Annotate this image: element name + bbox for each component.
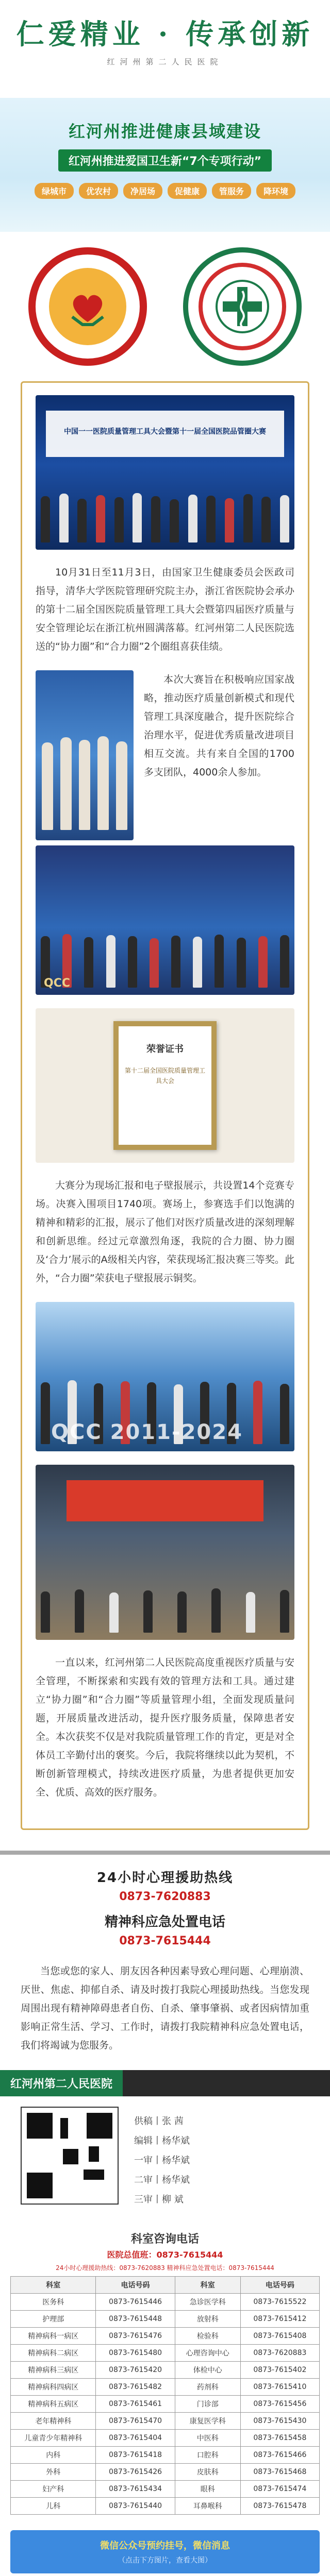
hospital-badge-logo bbox=[183, 247, 302, 366]
certificate-subtitle: 第十二届全国医院质量管理工具大会 bbox=[125, 1067, 206, 1084]
phone-cell[interactable]: 0873-7615408 bbox=[240, 2328, 319, 2345]
phone-cell[interactable]: 0873-7615474 bbox=[240, 2481, 319, 2498]
credit-item: 编辑丨杨华斌 bbox=[134, 2136, 190, 2146]
table-header-row bbox=[11, 2277, 320, 2294]
table-header: 科室 bbox=[175, 2277, 240, 2294]
certificate-photo bbox=[36, 1008, 294, 1163]
phone-cell[interactable]: 0873-7615522 bbox=[240, 2294, 319, 2311]
department-phone-table bbox=[10, 2230, 320, 2515]
phone-cell[interactable]: 0873-7615410 bbox=[240, 2379, 319, 2396]
article-paragraph: 本次大赛旨在积极响应国家战略，推动医疗质量创新模式和现代管理工具深度融合，提升医院综合治理水平，促进优秀质量改进项目相互交流。共有来自全国的1700多支团队，4000余人参加。 bbox=[144, 674, 294, 778]
department-cell: 精神病科四病区 bbox=[11, 2379, 96, 2396]
table-note: 24小时心理援助热线：0873-7620883 精神科应急处置电话：0873-7615444 bbox=[56, 2264, 274, 2272]
stage-screen bbox=[46, 411, 284, 457]
hospital-emblem-logo bbox=[28, 247, 147, 366]
credit-item: 三审丨柳 斌 bbox=[134, 2194, 184, 2205]
phone-cell[interactable]: 0873-7615470 bbox=[96, 2413, 175, 2430]
medical-cross-icon bbox=[211, 276, 273, 337]
table-row bbox=[11, 2464, 320, 2481]
table-row bbox=[11, 2430, 320, 2447]
certificate-title: 荣誉证书 bbox=[146, 1044, 184, 1055]
banner-tag: 降环境 bbox=[256, 183, 295, 199]
meeting-people bbox=[41, 1576, 289, 1633]
table-header: 电话号码 bbox=[240, 2277, 319, 2294]
department-cell: 外科 bbox=[11, 2464, 96, 2481]
phone-cell[interactable]: 0873-7615476 bbox=[96, 2328, 175, 2345]
department-cell: 药剂科 bbox=[175, 2379, 240, 2396]
calligraphy-slogan: 仁爱精业 · 传承创新 bbox=[16, 18, 314, 50]
article-paragraph: 一直以来，红河州第二人民医院高度重视医疗质量与安全管理，不断探索和实践有效的管理方法和工具。通过建立“协力圈”和“合力圈”等质量管理小组，全面发现质量问题，开展质量改进活动，提升医疗服务质量，保障患者安全。本次获奖不仅是对我院质量管理工作的肯定，更是对全体员工辛勤付出的褒奖。今后，我院将继续以此为契机，不断创新管理模式，持续改进医疗质量，为患者提供更加安全、优质、高效的医疗服务。 bbox=[36, 1657, 294, 1798]
phone-cell[interactable]: 0873-7615456 bbox=[240, 2396, 319, 2413]
department-cell: 中医科 bbox=[175, 2430, 240, 2447]
department-cell: 眼科 bbox=[175, 2481, 240, 2498]
credits-section bbox=[21, 2107, 309, 2210]
phone-cell[interactable]: 0873-7615466 bbox=[240, 2447, 319, 2464]
department-cell: 护理部 bbox=[11, 2311, 96, 2328]
table-header: 电话号码 bbox=[96, 2277, 175, 2294]
credit-list bbox=[134, 2107, 190, 2210]
table-header: 科室 bbox=[11, 2277, 96, 2294]
phone-cell[interactable]: 0873-7615446 bbox=[96, 2294, 175, 2311]
article-paragraph: 大赛分为现场汇报和电子壁报展示，共设置14个竞赛专场。决赛入围项目1740项。赛场上，参赛选手们以饱满的精神和精彩的汇报，展示了他们对医疗质量改进的深刻理解和创新思维。经过元章激烈角逐，我院的合力圈、协力圈及‘合力’展示的A级相关内容，荣获现场汇报决赛三等奖。此外，“合力圈”荣获电子壁报展示铜奖。 bbox=[36, 1180, 294, 1284]
phone-cell[interactable]: 0873-7615478 bbox=[240, 2498, 319, 2515]
department-cell: 口腔科 bbox=[175, 2447, 240, 2464]
emblem-inner-icon bbox=[49, 268, 126, 345]
phone-cell[interactable]: 0873-7615418 bbox=[96, 2447, 175, 2464]
table-row bbox=[11, 2413, 320, 2430]
certificate bbox=[113, 1021, 217, 1150]
hotline-section bbox=[0, 1851, 330, 1947]
hotline-number[interactable]: 0873-7620883 bbox=[119, 1890, 211, 1903]
article-paragraph: 10月31日至11月3日，由国家卫生健康委员会医政司指导，清华大学医院管理研究院主办，浙江省医院协会承办的第十二届全国医院质量管理工具大会暨第四届医疗质量与安全管理论坛在浙江杭州圆满落幕。红河州第二人民医院选送的“协力圈”和“合力圈”2个圈组喜获佳绩。 bbox=[36, 567, 294, 652]
team-photo bbox=[36, 670, 134, 840]
phone-cell[interactable]: 0873-7615480 bbox=[96, 2345, 175, 2362]
hospital-name-bar bbox=[0, 2070, 330, 2096]
banner-tag: 管服务 bbox=[212, 183, 251, 199]
wechat-banner-line1: 微信公众号预约挂号，微信消息 bbox=[100, 2540, 230, 2551]
hotline-description: 当您或您的家人、朋友因各种因素导致心理问题、心理崩溃、厌世、焦虑、抑郁自杀、请及时拨打我院心理援助热线。当您发现周围出现有精神障碍患者自伤、自杀、肇事肇祸、或者因病情加重影响正常生活、学习、工作时，请拨打我院精神科应急处置电话，我们将竭诚为您服务。 bbox=[21, 1965, 309, 2051]
department-cell: 精神病科五病区 bbox=[11, 2396, 96, 2413]
table-row bbox=[11, 2396, 320, 2413]
wechat-banner[interactable] bbox=[10, 2530, 320, 2573]
department-cell: 皮肤科 bbox=[175, 2464, 240, 2481]
department-cell: 精神病科三病区 bbox=[11, 2362, 96, 2379]
people-on-stage bbox=[41, 486, 289, 543]
emergency-number[interactable]: 0873-7615444 bbox=[119, 1935, 211, 1947]
badge-inner-icon bbox=[199, 263, 286, 350]
credit-item: 二审丨杨华斌 bbox=[134, 2175, 190, 2185]
department-cell: 耳鼻喉科 bbox=[175, 2498, 240, 2515]
department-cell: 妇产科 bbox=[11, 2481, 96, 2498]
article-frame bbox=[21, 381, 309, 1830]
team-members bbox=[42, 727, 127, 830]
topic-banner bbox=[0, 98, 330, 232]
department-cell: 内科 bbox=[11, 2447, 96, 2464]
department-cell: 精神病科一病区 bbox=[11, 2328, 96, 2345]
phone-cell[interactable]: 0873-7615468 bbox=[240, 2464, 319, 2481]
department-cell: 门诊部 bbox=[175, 2396, 240, 2413]
banner-tag: 净居场 bbox=[123, 183, 162, 199]
table-row bbox=[11, 2345, 320, 2362]
group-people bbox=[41, 931, 289, 988]
table-row bbox=[11, 2311, 320, 2328]
phone-cell[interactable]: 0873-7615461 bbox=[96, 2396, 175, 2413]
stage-qcc-text: QCC 2011-2024 bbox=[51, 1420, 243, 1444]
banner-title: 红河州推进健康县域建设 bbox=[68, 122, 261, 141]
department-cell: 检验科 bbox=[175, 2328, 240, 2345]
phone-cell[interactable]: 0873-7615404 bbox=[96, 2430, 175, 2447]
phone-cell[interactable]: 0873-7620883 bbox=[240, 2345, 319, 2362]
qcc-logo: QCC bbox=[44, 977, 70, 990]
hands-heart-icon bbox=[62, 281, 113, 332]
phone-cell[interactable]: 0873-7615402 bbox=[240, 2362, 319, 2379]
department-cell: 老年精神科 bbox=[11, 2413, 96, 2430]
qr-code-icon[interactable] bbox=[21, 2107, 119, 2205]
table-row bbox=[11, 2447, 320, 2464]
emergency-title: 精神科应急处置电话 bbox=[104, 1914, 225, 1930]
phone-cell[interactable]: 0873-7615482 bbox=[96, 2379, 175, 2396]
banner-tags bbox=[0, 183, 330, 199]
department-cell: 急诊医学科 bbox=[175, 2294, 240, 2311]
header-subline: 红河州第二人民医院 bbox=[107, 57, 223, 66]
department-cell: 儿科 bbox=[11, 2498, 96, 2515]
table-row bbox=[11, 2328, 320, 2345]
table-hotline: 医院总值班：0873-7615444 bbox=[107, 2250, 223, 2260]
table-row bbox=[11, 2362, 320, 2379]
hotline-title: 24小时心理援助热线 bbox=[96, 1870, 234, 1886]
meeting-screen bbox=[67, 1480, 263, 1521]
hospital-logos bbox=[0, 232, 330, 381]
phone-cell[interactable]: 0873-7615434 bbox=[96, 2481, 175, 2498]
department-cell: 康复医学科 bbox=[175, 2413, 240, 2430]
award-stage-photo bbox=[36, 1302, 294, 1451]
wechat-banner-line2: （点击下方图片，查看大图） bbox=[118, 2556, 212, 2565]
hospital-name-label: 红河州第二人民医院 bbox=[0, 2070, 123, 2096]
table-row bbox=[11, 2498, 320, 2515]
department-cell: 放射科 bbox=[175, 2311, 240, 2328]
banner-tag: 优农村 bbox=[79, 183, 118, 199]
phone-cell[interactable]: 0873-7615440 bbox=[96, 2498, 175, 2515]
award-ceremony-photo bbox=[36, 395, 294, 550]
credit-item: 一审丨杨华斌 bbox=[134, 2155, 190, 2166]
table-title: 科室咨询电话 bbox=[130, 2233, 199, 2246]
meeting-photo bbox=[36, 1465, 294, 1640]
banner-tag: 促健康 bbox=[168, 183, 207, 199]
department-cell: 医务科 bbox=[11, 2294, 96, 2311]
department-cell: 儿童青少年精神科 bbox=[11, 2430, 96, 2447]
phone-cell[interactable]: 0873-7615426 bbox=[96, 2464, 175, 2481]
phone-cell[interactable]: 0873-7615458 bbox=[240, 2430, 319, 2447]
department-cell: 心理咨询中心 bbox=[175, 2345, 240, 2362]
page-header bbox=[0, 0, 330, 98]
phone-cell[interactable]: 0873-7615412 bbox=[240, 2311, 319, 2328]
banner-tag: 绿城市 bbox=[35, 183, 74, 199]
stage-screen-text: 中国一一医院质量管理工具大会暨第十一届全国医院品管圈大赛 bbox=[64, 428, 266, 436]
group-photo bbox=[36, 845, 294, 995]
phone-cell[interactable]: 0873-7615430 bbox=[240, 2413, 319, 2430]
section-divider bbox=[0, 1851, 330, 1855]
department-cell: 精神病科二病区 bbox=[11, 2345, 96, 2362]
phone-cell[interactable]: 0873-7615448 bbox=[96, 2311, 175, 2328]
credit-item: 供稿丨张 茜 bbox=[134, 2116, 184, 2127]
table-row bbox=[11, 2481, 320, 2498]
phone-cell[interactable]: 0873-7615420 bbox=[96, 2362, 175, 2379]
department-cell: 体检中心 bbox=[175, 2362, 240, 2379]
phone-table bbox=[10, 2276, 320, 2515]
table-row bbox=[11, 2294, 320, 2311]
banner-subtitle: 红河州推进爱国卫生新“7个专项行动” bbox=[58, 149, 272, 172]
table-row bbox=[11, 2379, 320, 2396]
table-body bbox=[11, 2294, 320, 2515]
